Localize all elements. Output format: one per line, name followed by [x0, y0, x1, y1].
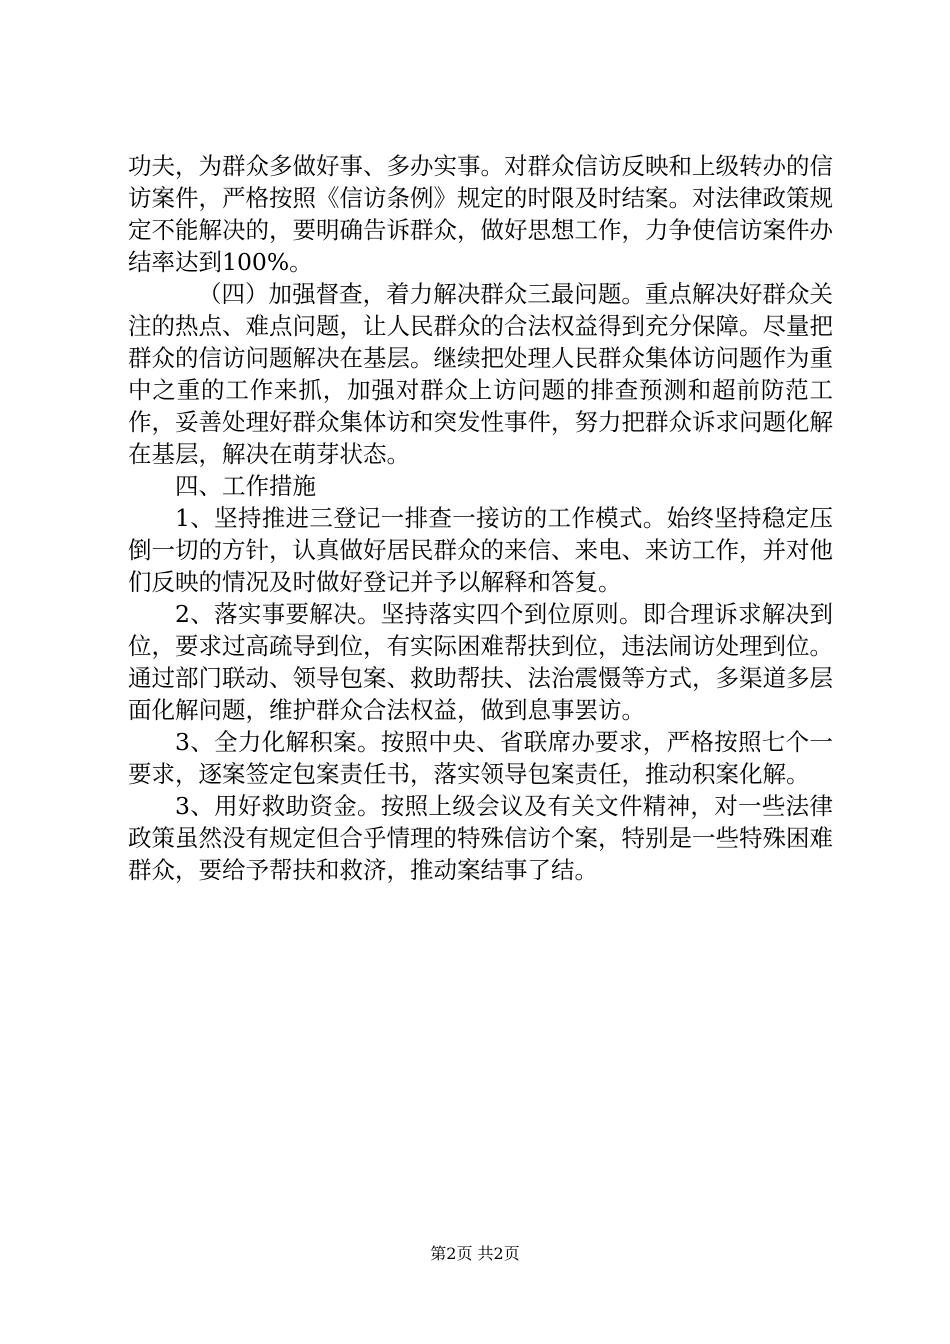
paragraph-measure-3: 3、全力化解积案。按照中央、省联席办要求，严格按照七个一要求，逐案签定包案责任书，落实领导包案责任，推动积案化解。: [128, 728, 833, 788]
paragraph-measure-2: 2、落实事要解决。坚持落实四个到位原则。即合理诉求解决到位，要求过高疏导到位，有实际困难帮扶到位，违法闹访处理到位。通过部门联动、领导包案、救助帮扶、法治震慑等方式，多渠道多层面化解问题，维护群众合法权益，做到息事罢访。: [128, 600, 833, 724]
paragraph-measure-1: 1、坚持推进三登记一排查一接访的工作模式。始终坚持稳定压倒一切的方针，认真做好居民群众的来信、来电、来访工作，并对他们反映的情况及时做好登记并予以解释和答复。: [128, 504, 833, 596]
paragraph-continuation: 功夫，为群众多做好事、多办实事。对群众信访反映和上级转办的信访案件，严格按照《信访条例》规定的时限及时结案。对法律政策规定不能解决的，要明确告诉群众，做好思想工作，力争使信访案件办结率达到100%。: [128, 152, 833, 276]
document-body: [128, 150, 833, 886]
paragraph-section-4: （四）加强督查，着力解决群众三最问题。重点解决好群众关注的热点、难点问题，让人民群众的合法权益得到充分保障。尽量把群众的信访问题解决在基层。继续把处理人民群众集体访问题作为重中之重的工作来抓，加强对群众上访问题的排查预测和超前防范工作，妥善处理好群众集体访和突发性事件，努力把群众诉求问题化解在基层，解决在萌芽状态。: [128, 280, 833, 468]
heading-work-measures: 四、工作措施: [175, 472, 316, 500]
paragraph-measure-3b: 3、用好救助资金。按照上级会议及有关文件精神，对一些法律政策虽然没有规定但合乎情理的特殊信访个案，特别是一些特殊困难群众，要给予帮扶和救济，推动案结事了结。: [128, 792, 833, 884]
page-footer: 第2页 共2页: [430, 1244, 520, 1263]
